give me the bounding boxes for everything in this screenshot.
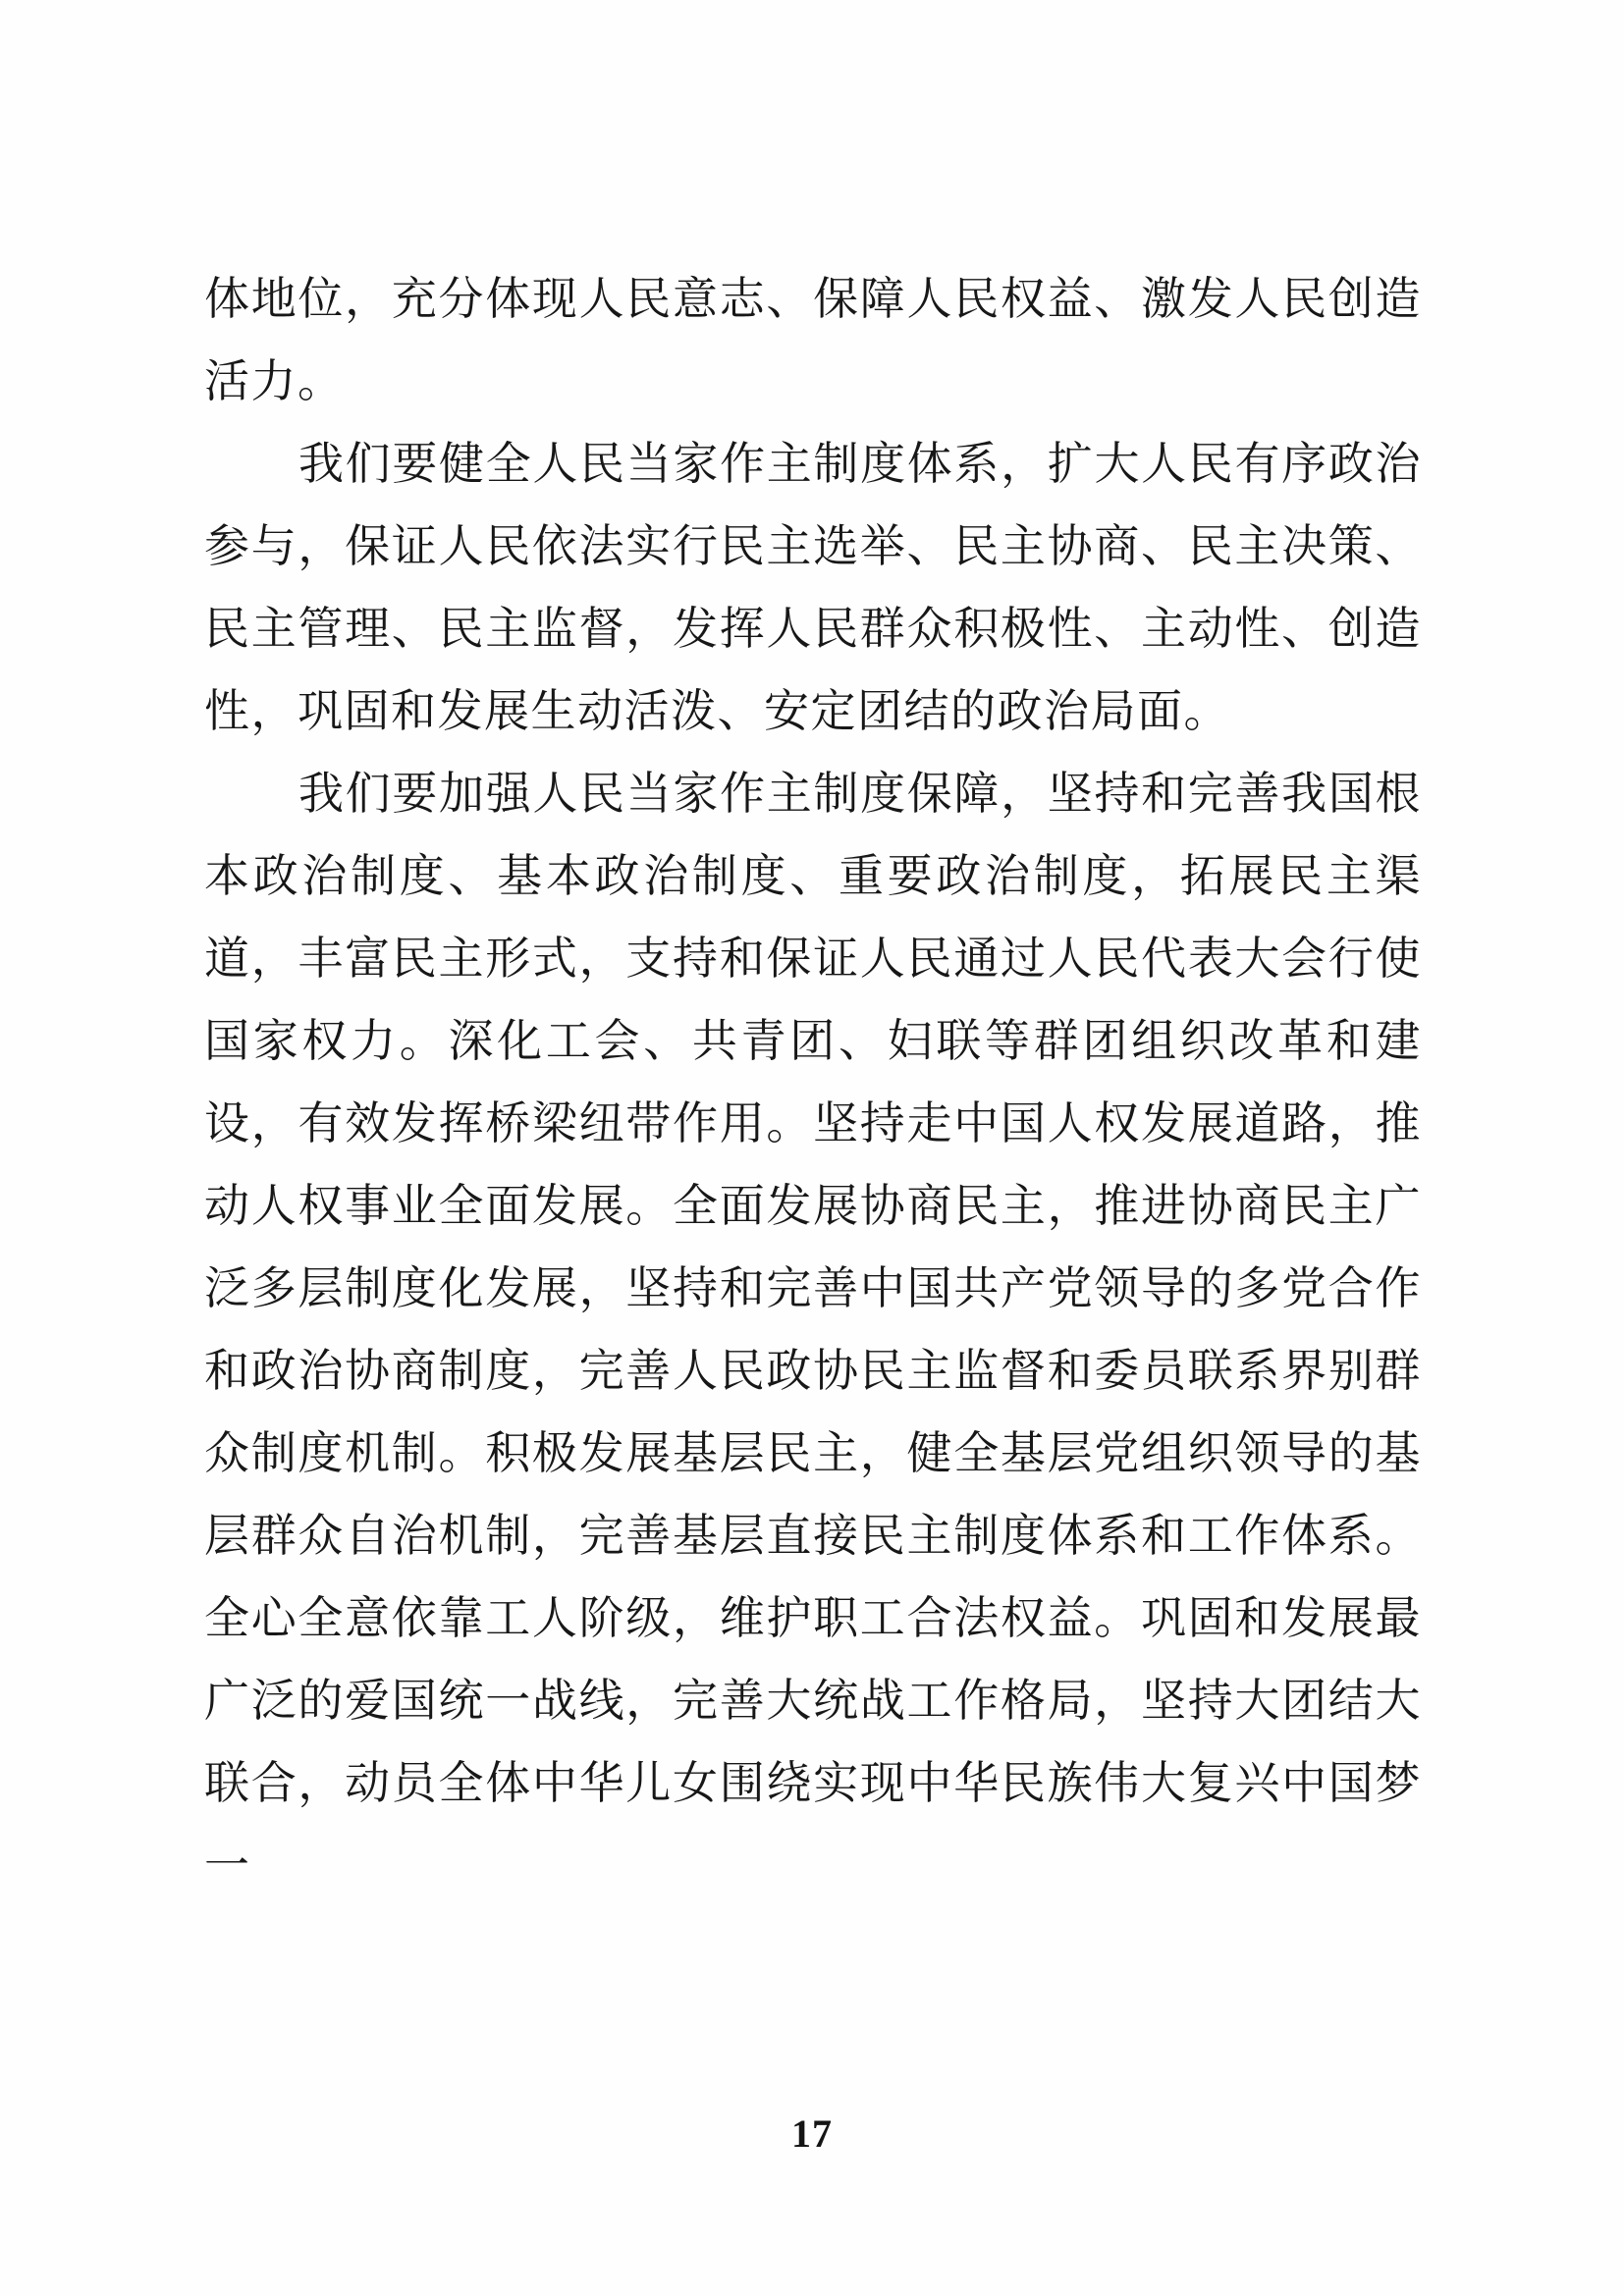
paragraph-1: 体地位，充分体现人民意志、保障人民权益、激发人民创造活力。 xyxy=(204,272,1422,407)
paragraph-2: 我们要健全人民当家作主制度体系，扩大人民有序政治参与，保证人民依法实行民主选举、民主协商、民主决策、民主管理、民主监督，发挥人民群众积极性、主动性、创造性，巩固和发展生动活泼、安定团结的政治局面。 xyxy=(204,437,1422,737)
page-body xyxy=(204,257,1422,1906)
page-number: 17 xyxy=(791,2111,833,2156)
paragraph-3: 我们要加强人民当家作主制度保障，坚持和完善我国根本政治制度、基本政治制度、重要政治制度，拓展民主渠道，丰富民主形式，支持和保证人民通过人民代表大会行使国家权力。深化工会、共青团、妇联等群团组织改革和建设，有效发挥桥梁纽带作用。坚持走中国人权发展道路，推动人权事业全面发展。全面发展协商民主，推进协商民主广泛多层制度化发展，坚持和完善中国共产党领导的多党合作和政治协商制度，完善人民政协民主监督和委员联系界别群众制度机制。积极发展基层民主，健全基层党组织领导的基层群众自治机制，完善基层直接民主制度体系和工作体系。全心全意依靠工人阶级，维护职工合法权益。巩固和发展最广泛的爱国统一战线，完善大统战工作格局，坚持大团结大联合，动员全体中华儿女围绕实现中华民族伟大复兴中国梦一 xyxy=(204,767,1422,1892)
